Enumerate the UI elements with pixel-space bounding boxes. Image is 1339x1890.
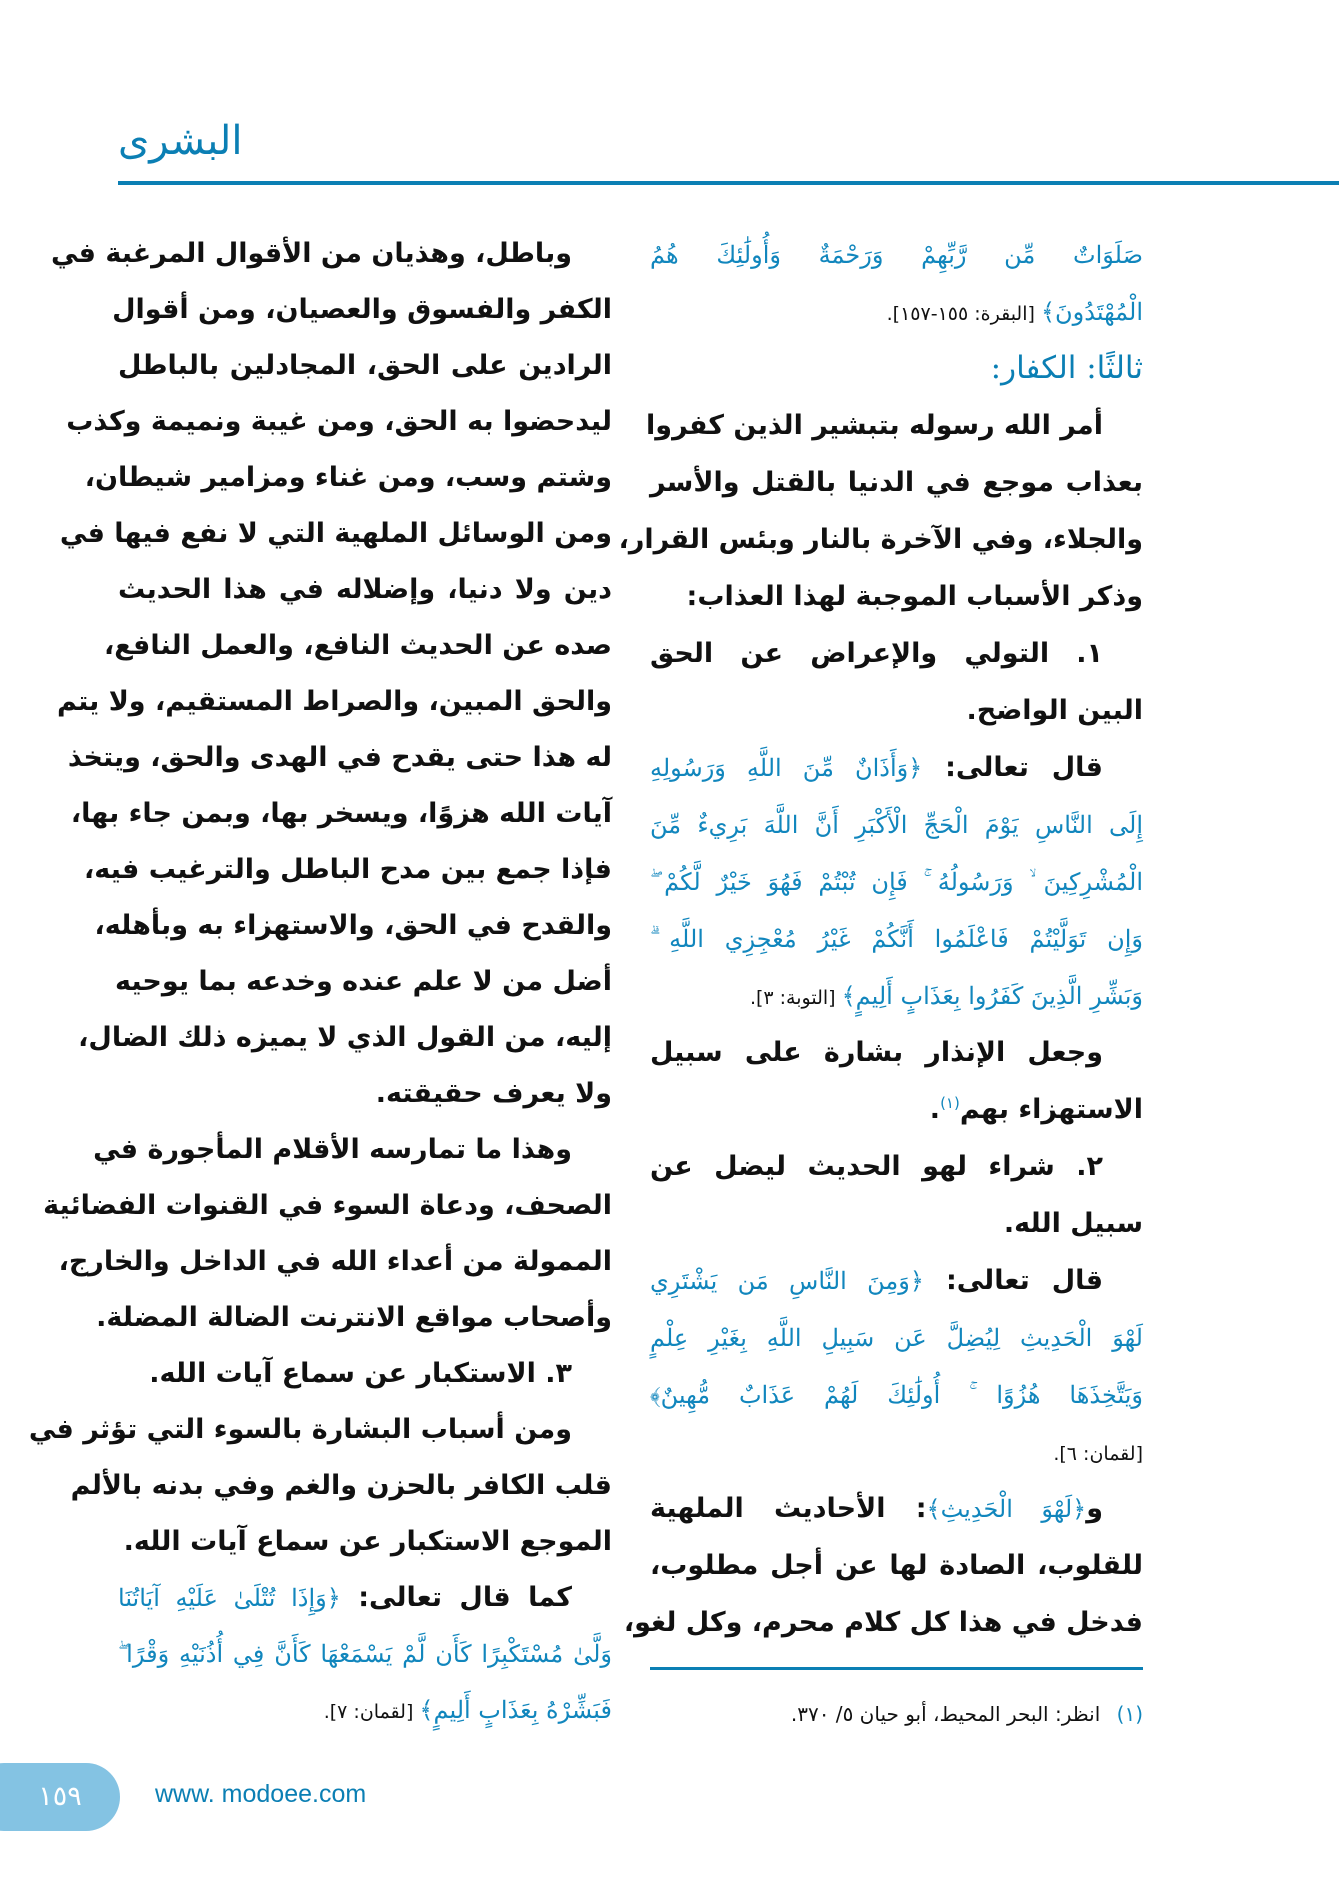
body-text: آيات الله هزوًا، ويسخر بها، وبمن جاء بها، bbox=[70, 798, 612, 829]
body-text: : الأحاديث الملهية bbox=[650, 1493, 927, 1524]
footnote-text: انظر: البحر المحيط، أبو حيان ٥/ ٣٧٠. bbox=[790, 1702, 1101, 1726]
body-text: له هذا حتى يقدح في الهدى والحق، ويتخذ bbox=[67, 742, 612, 773]
body-text: . bbox=[929, 1094, 941, 1125]
text-line bbox=[650, 1195, 1143, 1252]
text-line bbox=[96, 1290, 612, 1346]
body-text: والجلاء، وفي الآخرة بالنار وبئس القرار، bbox=[618, 524, 1143, 555]
text-line bbox=[50, 226, 612, 282]
text-line bbox=[650, 568, 1143, 625]
footnote bbox=[650, 1702, 1143, 1726]
body-text: وشتم وسب، ومن غناء ومزامير شيطان، bbox=[84, 462, 612, 493]
quran-verse: وَلَّىٰ مُسْتَكْبِرًا كَأَن لَّمْ يَسْمَعْهَا كَأَنَّ فِي أُذُنَيْهِ وَقْرًا ۖ bbox=[118, 1640, 612, 1668]
text-line bbox=[650, 625, 1143, 682]
body-text: أضل من لا علم عنده وخدعه بما يوحيه bbox=[115, 966, 612, 997]
body-text: وذكر الأسباب الموجبة لهذا العذاب: bbox=[686, 581, 1143, 612]
quran-verse: صَلَوَاتٌ مِّن رَّبِّهِمْ وَرَحْمَةٌ وَأُولَٰئِكَ هُمُ bbox=[650, 241, 1143, 269]
body-text: ليدحضوا به الحق، ومن غيبة ونميمة وكذب bbox=[66, 406, 612, 437]
body-text: ولا يعرف حقيقته. bbox=[375, 1078, 612, 1109]
text-line bbox=[650, 967, 1143, 1024]
text-line bbox=[650, 1480, 1143, 1537]
footnote-marker: (١) bbox=[940, 1094, 960, 1112]
text-line bbox=[650, 454, 1143, 511]
body-text: الموجع الاستكبار عن سماع آيات الله. bbox=[123, 1526, 612, 1557]
body-text: الكفر والفسوق والعصيان، ومن أقوال bbox=[112, 294, 612, 325]
text-line bbox=[650, 796, 1143, 853]
text-line bbox=[650, 853, 1143, 910]
text-line bbox=[83, 842, 612, 898]
quran-verse: فَبَشِّرْهُ بِعَذَابٍ أَلِيمٍ﴾ bbox=[419, 1696, 612, 1724]
body-text: وجعل الإنذار بشارة على سبيل bbox=[650, 1037, 1103, 1068]
page-number-badge bbox=[0, 1763, 120, 1831]
body-text: إليه، من القول الذي لا يميزه ذلك الضال، bbox=[78, 1022, 612, 1053]
body-text: قال تعالى: bbox=[922, 752, 1103, 783]
text-line bbox=[650, 283, 1143, 340]
quran-verse: وَيَتَّخِذَهَا هُزُوًا ۚ أُولَٰئِكَ لَهُمْ عَذَابٌ مُّهِينٌ﴾ bbox=[650, 1381, 1143, 1409]
text-line bbox=[118, 1626, 612, 1682]
text-line bbox=[650, 1423, 1143, 1480]
quran-verse: إِلَى النَّاسِ يَوْمَ الْحَجِّ الْأَكْبَرِ أَنَّ اللَّهَ بَرِيءٌ مِّنَ bbox=[650, 811, 1143, 839]
text-line bbox=[94, 898, 612, 954]
text-line bbox=[56, 674, 612, 730]
text-line bbox=[646, 397, 1143, 454]
body-text: ثالثًا: الكفار: bbox=[990, 350, 1143, 386]
body-text: فدخل في هذا كل كلام محرم، وكل لغو، bbox=[623, 1607, 1143, 1638]
website-link[interactable]: www. modoee.com bbox=[155, 1780, 367, 1808]
text-line bbox=[70, 1458, 612, 1514]
left-column bbox=[28, 226, 612, 1738]
body-text: وباطل، وهذيان من الأقوال المرغبة في bbox=[50, 238, 572, 269]
text-line bbox=[118, 562, 612, 618]
verse-reference: [لقمان: ٧]. bbox=[323, 1701, 420, 1723]
header-divider bbox=[118, 181, 1339, 185]
text-line bbox=[70, 786, 612, 842]
footnote-divider bbox=[650, 1667, 1143, 1670]
body-text: الصحف، ودعاة السوء في القنوات الفضائية bbox=[43, 1190, 612, 1221]
text-line bbox=[84, 450, 612, 506]
body-text: بعذاب موجع في الدنيا بالقتل والأسر bbox=[650, 467, 1143, 498]
text-line bbox=[650, 1537, 1143, 1594]
verse-reference: [لقمان: ٦]. bbox=[1053, 1443, 1143, 1465]
verse-reference: [البقرة: ١٥٥-١٥٧]. bbox=[886, 303, 1041, 325]
text-line bbox=[118, 1682, 612, 1738]
body-text: والقدح في الحق، والاستهزاء به وبأهله، bbox=[94, 910, 612, 941]
body-text: فإذا جمع بين مدح الباطل والترغيب فيه، bbox=[83, 854, 612, 885]
body-text: قال تعالى: bbox=[923, 1265, 1103, 1296]
text-line bbox=[66, 394, 612, 450]
text-line bbox=[103, 618, 612, 674]
quran-verse: الْمُهْتَدُونَ﴾ bbox=[1040, 298, 1143, 326]
text-line bbox=[650, 1138, 1143, 1195]
body-text: الاستهزاء بهم bbox=[959, 1094, 1143, 1125]
quran-verse: ﴿لَهْوَ الْحَدِيثِ﴾ bbox=[926, 1495, 1087, 1523]
running-header-title: البشرى bbox=[118, 118, 243, 164]
text-line bbox=[623, 1594, 1143, 1651]
text-line bbox=[112, 282, 612, 338]
text-line bbox=[650, 910, 1143, 967]
quran-verse: ﴿وَمِنَ النَّاسِ مَن يَشْتَرِي bbox=[650, 1267, 924, 1295]
body-text: و bbox=[1086, 1493, 1103, 1524]
body-text: للقلوب، الصادة لها عن أجل مطلوب، bbox=[650, 1550, 1143, 1581]
text-line bbox=[115, 954, 612, 1010]
text-line bbox=[118, 1514, 612, 1570]
quran-verse: ﴿وَأَذَانٌ مِّنَ اللَّهِ وَرَسُولِهِ bbox=[650, 754, 923, 782]
text-line bbox=[618, 511, 1143, 568]
text-line bbox=[118, 1066, 612, 1122]
text-line bbox=[58, 1234, 612, 1290]
text-line bbox=[118, 1570, 612, 1626]
section-heading bbox=[650, 340, 1143, 397]
text-line bbox=[78, 1010, 612, 1066]
page-number: ١٥٩ bbox=[38, 1781, 82, 1812]
quran-verse: وَبَشِّرِ الَّذِينَ كَفَرُوا بِعَذَابٍ أَلِيمٍ﴾ bbox=[841, 982, 1143, 1010]
quran-verse: وَإِن تَوَلَّيْتُمْ فَاعْلَمُوا أَنَّكُمْ غَيْرُ مُعْجِزِي اللَّهِ ۗ bbox=[650, 925, 1143, 953]
body-text: قلب الكافر بالحزن والغم وفي بدنه بالألم bbox=[70, 1470, 612, 1501]
body-text: والحق المبين، والصراط المستقيم، ولا يتم bbox=[56, 686, 612, 717]
body-text: صده عن الحديث النافع، والعمل النافع، bbox=[103, 630, 612, 661]
text-line bbox=[650, 739, 1143, 796]
body-text: أمر الله رسوله بتبشير الذين كفروا bbox=[646, 410, 1103, 441]
body-text: البين الواضح. bbox=[966, 695, 1143, 726]
text-line bbox=[650, 1252, 1143, 1309]
text-line bbox=[650, 1024, 1143, 1081]
text-line bbox=[650, 682, 1143, 739]
text-line bbox=[118, 1346, 612, 1402]
body-text: الرادين على الحق، المجادلين بالباطل bbox=[118, 350, 612, 381]
quran-verse: ﴿وَإِذَا تُتْلَىٰ عَلَيْهِ آيَاتُنَا bbox=[118, 1584, 341, 1612]
text-line bbox=[650, 226, 1143, 283]
text-line bbox=[43, 1178, 612, 1234]
text-line bbox=[650, 1309, 1143, 1366]
text-line bbox=[67, 730, 612, 786]
body-text: دين ولا دنيا، وإضلاله في هذا الحديث bbox=[118, 574, 612, 605]
text-line bbox=[650, 1081, 1143, 1138]
quran-verse: الْمُشْرِكِينَ ۙ وَرَسُولُهُ ۚ فَإِن تُبْتُمْ فَهُوَ خَيْرٌ لَّكُمْ ۖ bbox=[650, 868, 1143, 896]
body-text: ٢. شراء لهو الحديث ليضل عن bbox=[650, 1151, 1103, 1182]
text-line bbox=[59, 506, 612, 562]
body-text: وهذا ما تمارسه الأقلام المأجورة في bbox=[93, 1134, 572, 1165]
text-line bbox=[28, 1402, 612, 1458]
body-text: ١. التولي والإعراض عن الحق bbox=[650, 638, 1103, 669]
text-line bbox=[118, 338, 612, 394]
footnote-number: (١) bbox=[1116, 1702, 1143, 1726]
body-text: وأصحاب مواقع الانترنت الضالة المضلة. bbox=[96, 1302, 612, 1333]
quran-verse: لَهْوَ الْحَدِيثِ لِيُضِلَّ عَن سَبِيلِ اللَّهِ بِغَيْرِ عِلْمٍ bbox=[650, 1324, 1143, 1352]
text-line bbox=[93, 1122, 612, 1178]
body-text: ٣. الاستكبار عن سماع آيات الله. bbox=[149, 1358, 572, 1389]
verse-reference: [التوبة: ٣]. bbox=[749, 987, 842, 1009]
body-text: ومن الوسائل الملهية التي لا نفع فيها في bbox=[59, 518, 612, 549]
body-text: سبيل الله. bbox=[1003, 1208, 1143, 1239]
body-text: كما قال تعالى: bbox=[340, 1582, 573, 1613]
body-text: ومن أسباب البشارة بالسوء التي تؤثر في bbox=[28, 1414, 572, 1445]
right-column bbox=[618, 226, 1143, 1651]
body-text: الممولة من أعداء الله في الداخل والخارج، bbox=[58, 1246, 612, 1277]
text-line bbox=[650, 1366, 1143, 1423]
